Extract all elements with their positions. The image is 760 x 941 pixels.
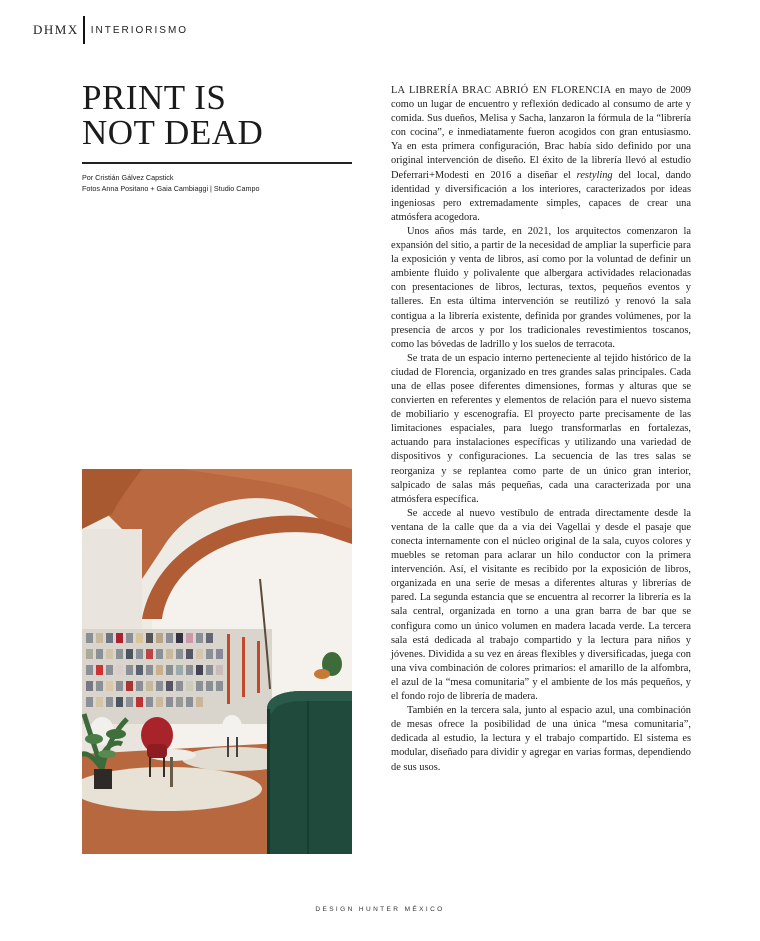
article-credits (82, 172, 362, 194)
title-line-1: PRINT IS (82, 78, 227, 117)
paragraph-2: Unos años más tarde, en 2021, los arquitectos comenzaron la expansión del sitio, a partir de la necesidad de ampliar la superficie para la exposición y venta de libros, así como por la voluntad de definir un ambiente fluido y polivalente que albergara actividades relacionadas con presentaciones de libros, lecturas, textos, pequeños eventos y talleres. En esta última intervención se reutilizó y renovó la sala contigua a la librería existente, definida por grandes volúmenes, por la presencia de arcos y por los tradicionales revestimientos toscanos, como las bóvedas de ladrillo y los suelos de terracota. (391, 225, 691, 350)
section-label: INTERIORISMO (90, 24, 189, 36)
brand-logo: DHMX (33, 22, 79, 37)
article-body (391, 84, 691, 775)
author-credit: Por Cristián Gálvez Capstick (82, 173, 174, 182)
photo-credit: Fotos Anna Positano + Gaia Cambiaggi | Studio Campo (82, 184, 260, 193)
interior-photo (82, 469, 352, 854)
title-line-2: NOT DEAD (82, 113, 264, 152)
paragraph-3: Se trata de un espacio interno perteneciente al tejido histórico de la ciudad de Florencia, organizado en tres grandes salas principales. Cada una de ellas posee diferentes dimensiones, formas y alturas que se convierten en referentes y elementos de relación para el nuevo sistema de mobiliario y escenografía. El proyecto parte precisamente de las limitaciones espaciales, para luego transformarlas en fortalezas, actuando para instalaciones específicas y utilizando una variedad de dispositivos y configuraciones. La secuencia de las tres salas se reorganiza y se replantea como parte de un único gran interior, salpicado de salas más pequeñas, cada una caracterizada por una atmósfera específica. (391, 352, 691, 505)
lead-in: LA LIBRERÍA BRAC ABRIÓ EN FLORENCIA (391, 85, 612, 96)
book-wall (82, 629, 272, 724)
article-title (82, 80, 362, 150)
page-header (33, 16, 188, 44)
paragraph-1: LA LIBRERÍA BRAC ABRIÓ EN FLORENCIA en mayo de 2009 como un lugar de encuentro y reflexión dedicado al consumo de arte y comida. Sus dueños, Melisa y Sacha, lanzaron la fórmula de la “librería con cocina”, e inmediatamente fueron acogidos con gran entusiasmo. Ya en esta primera configuración, Brac había sido definido por una original intervención de diseño. El éxito de la librería llevó al estudio Deferrari+Modesti en 2016 a diseñar el restyling del local, dando identidad y diversificación a los interiores, caracterizados por ideas ingeniosas pero extremadamente simples, capaces de crear una atmósfera acogedora. (391, 85, 691, 223)
paragraph-4: Se accede al nuevo vestíbulo de entrada directamente desde la ventana de la calle que da a via dei Vagellai y desde el pasaje que conecta internamente con el núcleo original de la sala, cuyos colores y muebles se retoman para aclarar un hilo conductor con la primera intervención. Así, el visitante es recibido por la exposición de libros, organizada en una serie de mesas a diferentes alturas y librerías de pared. La segunda estancia que se encuentra al recorrer la librería es la sala central, organizada en torno a una gran barra de bar que se configura como un único volumen en madera lacada verde. La tercera sala está dedicada al trabajo compartido y la lectura para niños y jóvenes. Dividida a su vez en áreas flexibles y diversificadas, juega con una viva combinación de colores primarios: el amarillo de la alfombra, el azul de la “mesa comunitaria” y el ambiente de los más pequeños, y el fondo rojo de librería de madera. (391, 507, 691, 703)
title-divider (82, 162, 352, 164)
page-footer: DESIGN HUNTER MÉXICO (315, 906, 445, 913)
italic-term: restyling (576, 169, 613, 181)
paragraph-5: También en la tercera sala, junto al espacio azul, una combinación de mesas ofrece la posibilidad de una única “mesa comunitaria”, dedicada al estudio, la lectura y el trabajo compartido. El sistema es modular, diseñado para dividir y agregar en varias formas, dependiendo de sus usos. (391, 705, 691, 773)
interior-photo-illustration (82, 469, 352, 854)
green-bar (267, 691, 352, 854)
header-divider (83, 16, 85, 44)
